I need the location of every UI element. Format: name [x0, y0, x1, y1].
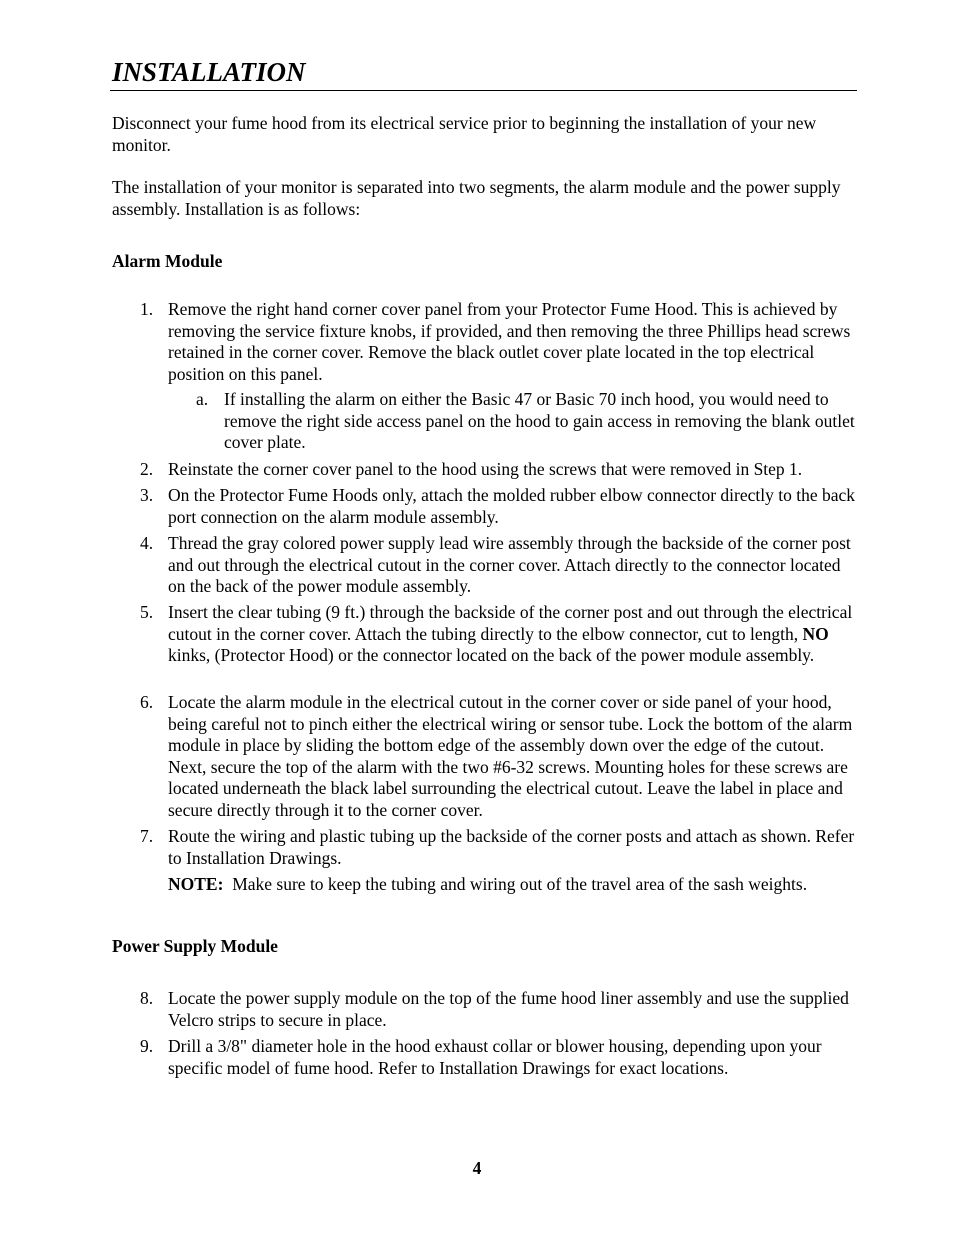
step-number: 7. [140, 826, 154, 846]
step-text-end: kinks, (Protector Hood) or the connector located on the back of the power module assembly. [168, 645, 815, 665]
step-number: 9. [140, 1036, 154, 1056]
step-number: 1. [140, 299, 154, 319]
intro-paragraph-2: The installation of your monitor is separated into two segments, the alarm module and the power supply assembly. Installation is as follows: [112, 177, 841, 219]
power-supply-module-heading: Power Supply Module [112, 936, 278, 956]
step-text: On the Protector Fume Hoods only, attach the molded rubber elbow connector directly to the back port connection on the alarm module assembly. [168, 485, 856, 527]
step-number: 8. [140, 988, 154, 1008]
page-title: INSTALLATION [112, 57, 306, 87]
list-item [140, 692, 860, 821]
step-text: Reinstate the corner cover panel to the hood using the screws that were removed in Step 1. [168, 459, 803, 479]
step-text-start: Insert the clear tubing (9 ft.) through the backside of the corner post and out through the electrical cutout in the corner cover. Attach the tubing directly to the elbow connector, cut to length, [168, 602, 853, 644]
note [168, 874, 868, 896]
step-text: Drill a 3/8" diameter hole in the hood exhaust collar or blower housing, depending upon your specific model of fume hood. Refer to Installation Drawings for exact locations. [168, 1036, 822, 1078]
note-label: NOTE: [168, 874, 224, 894]
substep-text: If installing the alarm on either the Basic 47 or Basic 70 inch hood, you would need to remove the right side access panel on the hood to gain access in removing the blank outlet cover plate. [224, 389, 855, 452]
step-number: 3. [140, 485, 154, 505]
list-item [140, 485, 860, 528]
alarm-module-heading: Alarm Module [112, 251, 223, 271]
step-text: Remove the right hand corner cover panel from your Protector Fume Hood. This is achieved by removing the service fixture knobs, if provided, and then removing the three Phillips head screws retained in the corner cover. Remove the black outlet cover plate located in the top electrical position on this panel. [168, 299, 851, 384]
substep-letter: a. [196, 389, 209, 409]
list-item [140, 1036, 860, 1079]
emphasis-text: NO [802, 623, 829, 644]
intro-paragraph-1: Disconnect your fume hood from its electrical service prior to beginning the installation of your new monitor. [112, 113, 817, 155]
sub-list-item [196, 389, 856, 454]
step-number: 4. [140, 533, 154, 553]
step-text: Thread the gray colored power supply lead wire assembly through the backside of the corner post and out through the electrical cutout in the corner cover. Attach directly to the connector located on the back of the power module assembly. [168, 533, 851, 596]
title-underline [110, 90, 857, 91]
list-item [140, 533, 860, 598]
page-number: 4 [472, 1158, 482, 1178]
step-number: 2. [140, 459, 154, 479]
step-number: 5. [140, 602, 154, 622]
note-text: Make sure to keep the tubing and wiring out of the travel area of the sash weights. [223, 874, 808, 894]
list-item [140, 988, 860, 1031]
list-item [140, 299, 860, 385]
list-item [140, 459, 860, 481]
step-number: 6. [140, 692, 154, 712]
step-text [168, 602, 860, 667]
step-text: Locate the power supply module on the top of the fume hood liner assembly and use the supplied Velcro strips to secure in place. [168, 988, 849, 1030]
list-item [140, 602, 860, 667]
step-text: Locate the alarm module in the electrical cutout in the corner cover or side panel of your hood, being careful not to pinch either the electrical wiring or sensor tube. Lock the bottom of the alarm module in place by sliding the bottom edge of the assembly down over the edge of the cutout. Next, secure the top of the alarm with the two #6-32 screws. Mounting holes for these screws are located underneath the black label surrounding the electrical cutout. Leave the label in place and secure directly through it to the corner cover. [168, 692, 853, 820]
list-item [140, 826, 860, 869]
step-text: Route the wiring and plastic tubing up the backside of the corner posts and attach as shown. Refer to Installation Drawings. [168, 826, 855, 868]
